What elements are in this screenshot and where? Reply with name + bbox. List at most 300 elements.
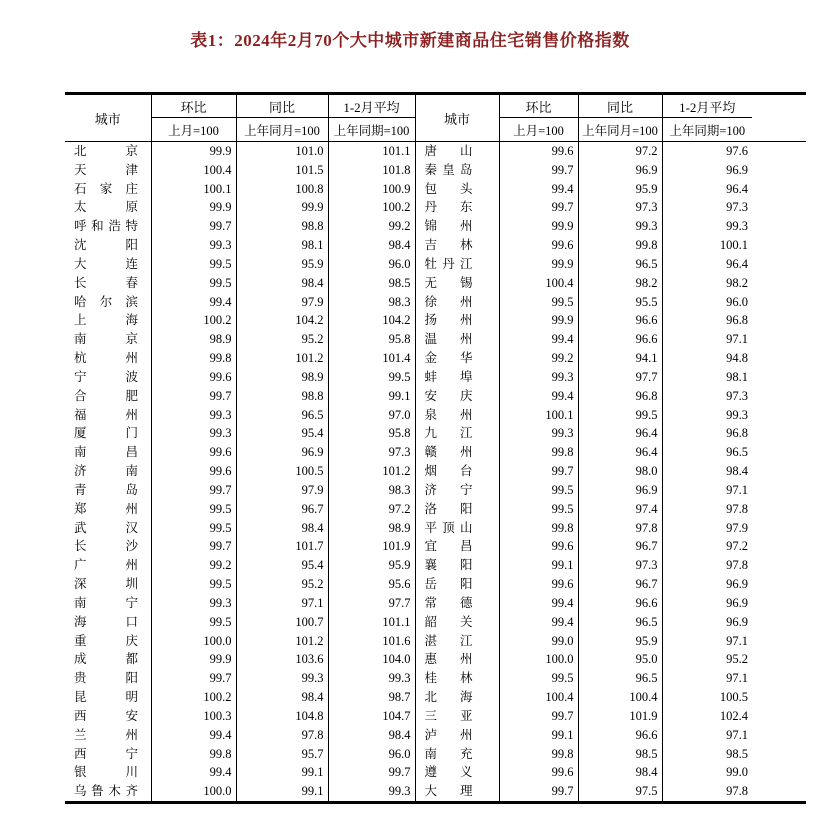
value-cell: 99.5 bbox=[151, 613, 236, 632]
value-cell: 96.9 bbox=[726, 577, 748, 592]
city-cell: 宁 波 bbox=[65, 368, 151, 387]
value-cell: 99.6 bbox=[499, 575, 578, 594]
spacer-cell bbox=[752, 782, 806, 802]
city-cell: 南 宁 bbox=[65, 594, 151, 613]
value-cell: 99.6 bbox=[499, 537, 578, 556]
city-cell: 贵 阳 bbox=[65, 669, 151, 688]
city-cell: 西 安 bbox=[65, 707, 151, 726]
value-cell: 100.4 bbox=[151, 161, 236, 180]
value-cell: 99.7 bbox=[151, 387, 236, 406]
city-cell: 扬 州 bbox=[415, 311, 499, 330]
value-cell: 98.0 bbox=[578, 462, 662, 481]
value-cell: 96.7 bbox=[236, 500, 328, 519]
value-cell: 97.3 bbox=[578, 556, 662, 575]
spacer-cell bbox=[752, 556, 806, 575]
city-cell: 惠 州 bbox=[415, 650, 499, 669]
spacer-cell bbox=[752, 274, 806, 293]
city-cell: 常 德 bbox=[415, 594, 499, 613]
table-row bbox=[65, 311, 806, 330]
value-cell: 99.5 bbox=[328, 368, 415, 387]
value-cell: 98.4 bbox=[236, 519, 328, 538]
table-row bbox=[65, 575, 806, 594]
price-index-table bbox=[65, 92, 806, 804]
city-cell: 南 京 bbox=[65, 330, 151, 349]
table-row bbox=[65, 217, 806, 236]
city-cell: 大 理 bbox=[415, 782, 499, 802]
value-cell: 99.8 bbox=[499, 745, 578, 764]
value-cell: 97.8 bbox=[578, 519, 662, 538]
value-cell: 98.9 bbox=[151, 330, 236, 349]
city-cell: 厦 门 bbox=[65, 424, 151, 443]
value-cell: 95.9 bbox=[328, 556, 415, 575]
city-cell: 呼 和 浩 特 bbox=[65, 217, 151, 236]
value-cell: 96.5 bbox=[236, 406, 328, 425]
city-cell: 武 汉 bbox=[65, 519, 151, 538]
header-avg-base-right: 上年同期=100 bbox=[669, 123, 746, 138]
value-cell: 99.8 bbox=[499, 519, 578, 538]
value-cell: 99.9 bbox=[151, 198, 236, 217]
value-cell: 99.1 bbox=[499, 556, 578, 575]
value-cell: 98.4 bbox=[578, 763, 662, 782]
value-cell: 99.1 bbox=[236, 782, 328, 802]
city-cell: 唐 山 bbox=[415, 142, 499, 161]
header-yoy-base-right: 上年同月=100 bbox=[578, 118, 662, 142]
value-cell: 99.3 bbox=[151, 594, 236, 613]
value-cell: 100.2 bbox=[151, 311, 236, 330]
value-cell: 97.1 bbox=[726, 671, 748, 686]
spacer-cell bbox=[752, 217, 806, 236]
city-cell: 泉 州 bbox=[415, 406, 499, 425]
value-cell: 100.1 bbox=[499, 406, 578, 425]
value-cell: 96.4 bbox=[726, 256, 748, 271]
value-cell: 99.8 bbox=[151, 349, 236, 368]
value-cell: 101.7 bbox=[236, 537, 328, 556]
table-row bbox=[65, 198, 806, 217]
value-cell: 98.1 bbox=[726, 369, 748, 384]
city-cell: 温 州 bbox=[415, 330, 499, 349]
value-cell: 101.1 bbox=[328, 613, 415, 632]
value-cell: 96.9 bbox=[236, 443, 328, 462]
value-cell: 99.1 bbox=[236, 763, 328, 782]
city-cell: 无 锡 bbox=[415, 274, 499, 293]
value-cell: 99.3 bbox=[578, 217, 662, 236]
value-cell: 99.8 bbox=[499, 443, 578, 462]
value-cell: 96.6 bbox=[578, 594, 662, 613]
table-row bbox=[65, 537, 806, 556]
value-cell: 99.4 bbox=[151, 726, 236, 745]
value-cell: 98.3 bbox=[328, 293, 415, 312]
value-cell: 97.1 bbox=[726, 482, 748, 497]
value-cell: 101.8 bbox=[328, 161, 415, 180]
value-cell: 101.2 bbox=[236, 349, 328, 368]
value-cell: 99.3 bbox=[499, 424, 578, 443]
value-cell: 97.5 bbox=[578, 782, 662, 802]
table-row bbox=[65, 726, 806, 745]
value-cell: 97.1 bbox=[726, 727, 748, 742]
table-body bbox=[65, 142, 806, 803]
value-cell: 99.8 bbox=[578, 236, 662, 255]
value-cell: 101.6 bbox=[328, 632, 415, 651]
header-city-left: 城市 bbox=[65, 94, 151, 142]
value-cell: 99.5 bbox=[151, 519, 236, 538]
value-cell: 99.0 bbox=[499, 632, 578, 651]
city-cell: 海 口 bbox=[65, 613, 151, 632]
spacer-cell bbox=[752, 161, 806, 180]
table-row bbox=[65, 556, 806, 575]
value-cell: 96.7 bbox=[578, 575, 662, 594]
value-cell: 99.4 bbox=[151, 763, 236, 782]
header-spacer bbox=[752, 94, 806, 142]
value-cell: 101.2 bbox=[328, 462, 415, 481]
table-row bbox=[65, 387, 806, 406]
value-cell: 96.9 bbox=[726, 614, 748, 629]
city-cell: 平 顶 山 bbox=[415, 519, 499, 538]
value-cell: 99.0 bbox=[726, 765, 748, 780]
value-cell: 99.5 bbox=[499, 481, 578, 500]
city-cell: 石 家 庄 bbox=[65, 180, 151, 199]
city-cell: 洛 阳 bbox=[415, 500, 499, 519]
city-cell: 湛 江 bbox=[415, 632, 499, 651]
value-cell: 96.0 bbox=[726, 294, 748, 309]
value-cell: 99.5 bbox=[499, 669, 578, 688]
value-cell: 96.4 bbox=[578, 424, 662, 443]
value-cell: 100.8 bbox=[236, 180, 328, 199]
value-cell: 99.7 bbox=[499, 198, 578, 217]
value-cell: 99.7 bbox=[499, 161, 578, 180]
value-cell: 99.9 bbox=[236, 198, 328, 217]
value-cell: 99.2 bbox=[328, 217, 415, 236]
header-mom-base-right: 上月=100 bbox=[499, 118, 578, 142]
value-cell: 98.4 bbox=[726, 464, 748, 479]
value-cell: 98.4 bbox=[236, 274, 328, 293]
table-row bbox=[65, 255, 806, 274]
value-cell: 101.5 bbox=[236, 161, 328, 180]
value-cell: 99.3 bbox=[151, 424, 236, 443]
city-cell: 遵 义 bbox=[415, 763, 499, 782]
city-cell: 南 充 bbox=[415, 745, 499, 764]
value-cell: 100.9 bbox=[328, 180, 415, 199]
value-cell: 96.5 bbox=[578, 613, 662, 632]
value-cell: 94.8 bbox=[726, 351, 748, 366]
table-row bbox=[65, 481, 806, 500]
value-cell: 104.8 bbox=[236, 707, 328, 726]
spacer-cell bbox=[752, 330, 806, 349]
spacer-cell bbox=[752, 311, 806, 330]
value-cell: 99.4 bbox=[499, 387, 578, 406]
value-cell: 99.8 bbox=[151, 745, 236, 764]
value-cell: 100.1 bbox=[719, 238, 748, 253]
value-cell: 98.4 bbox=[328, 236, 415, 255]
spacer-cell bbox=[752, 745, 806, 764]
value-cell: 99.3 bbox=[499, 368, 578, 387]
value-cell: 99.6 bbox=[151, 462, 236, 481]
value-cell: 95.4 bbox=[236, 556, 328, 575]
value-cell: 99.3 bbox=[328, 669, 415, 688]
value-cell: 96.6 bbox=[578, 726, 662, 745]
spacer-cell bbox=[752, 443, 806, 462]
value-cell: 99.6 bbox=[151, 368, 236, 387]
value-cell: 103.6 bbox=[236, 650, 328, 669]
value-cell: 99.1 bbox=[499, 726, 578, 745]
spacer-cell bbox=[752, 726, 806, 745]
city-cell: 大 连 bbox=[65, 255, 151, 274]
value-cell: 96.0 bbox=[328, 255, 415, 274]
value-cell: 97.8 bbox=[726, 784, 748, 799]
value-cell: 97.9 bbox=[236, 293, 328, 312]
spacer-cell bbox=[752, 632, 806, 651]
table-row bbox=[65, 180, 806, 199]
value-cell: 97.3 bbox=[328, 443, 415, 462]
city-cell: 宜 昌 bbox=[415, 537, 499, 556]
value-cell: 99.7 bbox=[328, 763, 415, 782]
spacer-cell bbox=[752, 387, 806, 406]
value-cell: 104.7 bbox=[328, 707, 415, 726]
value-cell: 98.5 bbox=[328, 274, 415, 293]
value-cell: 96.6 bbox=[578, 311, 662, 330]
header-mom-base-left: 上月=100 bbox=[151, 118, 236, 142]
value-cell: 99.5 bbox=[151, 500, 236, 519]
value-cell: 100.5 bbox=[236, 462, 328, 481]
header-mom-right: 环比 bbox=[499, 94, 578, 118]
value-cell: 95.2 bbox=[726, 652, 748, 667]
city-cell: 赣 州 bbox=[415, 443, 499, 462]
city-cell: 兰 州 bbox=[65, 726, 151, 745]
value-cell: 99.4 bbox=[499, 594, 578, 613]
value-cell: 101.1 bbox=[328, 142, 415, 161]
table-row bbox=[65, 443, 806, 462]
value-cell: 94.1 bbox=[578, 349, 662, 368]
value-cell: 96.6 bbox=[578, 330, 662, 349]
value-cell: 100.3 bbox=[151, 707, 236, 726]
table-row bbox=[65, 500, 806, 519]
value-cell: 98.2 bbox=[726, 275, 748, 290]
spacer-cell bbox=[752, 500, 806, 519]
value-cell: 96.9 bbox=[726, 162, 748, 177]
value-cell: 101.2 bbox=[236, 632, 328, 651]
value-cell: 99.7 bbox=[151, 669, 236, 688]
value-cell: 104.2 bbox=[236, 311, 328, 330]
city-cell: 郑 州 bbox=[65, 500, 151, 519]
value-cell: 99.1 bbox=[328, 387, 415, 406]
city-cell: 丹 东 bbox=[415, 198, 499, 217]
value-cell: 100.4 bbox=[499, 274, 578, 293]
city-cell: 天 津 bbox=[65, 161, 151, 180]
city-cell: 蚌 埠 bbox=[415, 368, 499, 387]
value-cell: 95.9 bbox=[578, 632, 662, 651]
city-cell: 合 肥 bbox=[65, 387, 151, 406]
value-cell: 96.5 bbox=[726, 445, 748, 460]
city-cell: 北 京 bbox=[65, 142, 151, 161]
value-cell: 100.4 bbox=[578, 688, 662, 707]
value-cell: 99.6 bbox=[499, 763, 578, 782]
city-cell: 锦 州 bbox=[415, 217, 499, 236]
value-cell: 98.4 bbox=[328, 726, 415, 745]
value-cell: 97.2 bbox=[578, 142, 662, 161]
city-cell: 牡 丹 江 bbox=[415, 255, 499, 274]
value-cell: 100.0 bbox=[499, 650, 578, 669]
city-cell: 长 沙 bbox=[65, 537, 151, 556]
value-cell: 98.5 bbox=[578, 745, 662, 764]
value-cell: 99.3 bbox=[236, 669, 328, 688]
table-row bbox=[65, 782, 806, 802]
city-cell: 吉 林 bbox=[415, 236, 499, 255]
spacer-cell bbox=[752, 462, 806, 481]
city-cell: 济 南 bbox=[65, 462, 151, 481]
value-cell: 98.5 bbox=[726, 746, 748, 761]
value-cell: 99.5 bbox=[499, 293, 578, 312]
value-cell: 97.3 bbox=[726, 200, 748, 215]
spacer-cell bbox=[752, 424, 806, 443]
spacer-cell bbox=[752, 481, 806, 500]
city-cell: 西 宁 bbox=[65, 745, 151, 764]
table-row bbox=[65, 161, 806, 180]
city-cell: 秦 皇 岛 bbox=[415, 161, 499, 180]
value-cell: 99.7 bbox=[151, 217, 236, 236]
value-cell: 98.9 bbox=[236, 368, 328, 387]
value-cell: 99.6 bbox=[151, 443, 236, 462]
value-cell: 99.5 bbox=[499, 500, 578, 519]
table-header bbox=[65, 94, 806, 142]
value-cell: 96.9 bbox=[578, 161, 662, 180]
spacer-cell bbox=[752, 594, 806, 613]
value-cell: 96.5 bbox=[578, 669, 662, 688]
city-cell: 青 岛 bbox=[65, 481, 151, 500]
table-row bbox=[65, 424, 806, 443]
value-cell: 99.9 bbox=[499, 217, 578, 236]
city-cell: 沈 阳 bbox=[65, 236, 151, 255]
value-cell: 99.9 bbox=[151, 650, 236, 669]
spacer-cell bbox=[752, 669, 806, 688]
value-cell: 99.5 bbox=[578, 406, 662, 425]
table-row bbox=[65, 669, 806, 688]
spacer-cell bbox=[752, 180, 806, 199]
table-row bbox=[65, 650, 806, 669]
value-cell: 99.3 bbox=[726, 407, 748, 422]
value-cell: 95.8 bbox=[328, 424, 415, 443]
city-cell: 北 海 bbox=[415, 688, 499, 707]
value-cell: 98.3 bbox=[328, 481, 415, 500]
value-cell: 96.0 bbox=[328, 745, 415, 764]
value-cell: 99.7 bbox=[151, 537, 236, 556]
value-cell: 97.1 bbox=[726, 633, 748, 648]
value-cell: 98.4 bbox=[236, 688, 328, 707]
spacer-cell bbox=[752, 236, 806, 255]
value-cell: 99.2 bbox=[499, 349, 578, 368]
value-cell: 96.4 bbox=[726, 181, 748, 196]
header-avg-right: 1-2月平均 bbox=[662, 94, 752, 118]
value-cell: 100.0 bbox=[151, 782, 236, 802]
city-cell: 金 华 bbox=[415, 349, 499, 368]
value-cell: 97.8 bbox=[726, 558, 748, 573]
value-cell: 99.7 bbox=[499, 707, 578, 726]
value-cell: 97.2 bbox=[328, 500, 415, 519]
value-cell: 99.5 bbox=[151, 255, 236, 274]
value-cell: 95.5 bbox=[578, 293, 662, 312]
value-cell: 95.9 bbox=[578, 180, 662, 199]
value-cell: 95.2 bbox=[236, 575, 328, 594]
value-cell: 99.4 bbox=[151, 293, 236, 312]
table-row bbox=[65, 632, 806, 651]
value-cell: 99.5 bbox=[151, 575, 236, 594]
value-cell: 97.8 bbox=[236, 726, 328, 745]
city-cell: 昆 明 bbox=[65, 688, 151, 707]
value-cell: 97.7 bbox=[578, 368, 662, 387]
city-cell: 杭 州 bbox=[65, 349, 151, 368]
spacer-cell bbox=[752, 537, 806, 556]
city-cell: 济 宁 bbox=[415, 481, 499, 500]
spacer-cell bbox=[752, 575, 806, 594]
value-cell: 98.2 bbox=[578, 274, 662, 293]
city-cell: 重 庆 bbox=[65, 632, 151, 651]
value-cell: 100.4 bbox=[499, 688, 578, 707]
spacer-cell bbox=[752, 406, 806, 425]
spacer-cell bbox=[752, 763, 806, 782]
city-cell: 福 州 bbox=[65, 406, 151, 425]
value-cell: 96.4 bbox=[578, 443, 662, 462]
value-cell: 100.2 bbox=[328, 198, 415, 217]
table-row bbox=[65, 519, 806, 538]
value-cell: 97.4 bbox=[578, 500, 662, 519]
value-cell: 95.6 bbox=[328, 575, 415, 594]
value-cell: 97.0 bbox=[328, 406, 415, 425]
value-cell: 99.9 bbox=[499, 311, 578, 330]
spacer-cell bbox=[752, 198, 806, 217]
city-cell: 安 庆 bbox=[415, 387, 499, 406]
value-cell: 97.2 bbox=[726, 539, 748, 554]
city-cell: 三 亚 bbox=[415, 707, 499, 726]
city-cell: 成 都 bbox=[65, 650, 151, 669]
table-row bbox=[65, 763, 806, 782]
spacer-cell bbox=[752, 613, 806, 632]
city-cell: 桂 林 bbox=[415, 669, 499, 688]
value-cell: 98.1 bbox=[236, 236, 328, 255]
table-row bbox=[65, 293, 806, 312]
value-cell: 96.8 bbox=[726, 426, 748, 441]
value-cell: 104.2 bbox=[328, 311, 415, 330]
city-cell: 哈 尔 滨 bbox=[65, 293, 151, 312]
header-mom-left: 环比 bbox=[151, 94, 236, 118]
value-cell: 101.4 bbox=[328, 349, 415, 368]
city-cell: 乌 鲁 木 齐 bbox=[65, 782, 151, 802]
table-row bbox=[65, 236, 806, 255]
value-cell: 104.0 bbox=[328, 650, 415, 669]
value-cell: 95.4 bbox=[236, 424, 328, 443]
value-cell: 99.3 bbox=[151, 236, 236, 255]
value-cell: 97.7 bbox=[328, 594, 415, 613]
spacer-cell bbox=[752, 349, 806, 368]
value-cell: 96.5 bbox=[578, 255, 662, 274]
spacer-cell bbox=[752, 519, 806, 538]
spacer-cell bbox=[752, 688, 806, 707]
value-cell: 96.9 bbox=[578, 481, 662, 500]
table-row bbox=[65, 406, 806, 425]
header-yoy-right: 同比 bbox=[578, 94, 662, 118]
value-cell: 99.4 bbox=[499, 330, 578, 349]
value-cell: 95.8 bbox=[328, 330, 415, 349]
table-row bbox=[65, 707, 806, 726]
value-cell: 99.5 bbox=[151, 274, 236, 293]
value-cell: 99.3 bbox=[328, 782, 415, 802]
city-cell: 襄 阳 bbox=[415, 556, 499, 575]
value-cell: 100.1 bbox=[151, 180, 236, 199]
city-cell: 上 海 bbox=[65, 311, 151, 330]
value-cell: 99.6 bbox=[499, 236, 578, 255]
value-cell: 97.1 bbox=[236, 594, 328, 613]
value-cell: 98.8 bbox=[236, 387, 328, 406]
city-cell: 泸 州 bbox=[415, 726, 499, 745]
value-cell: 99.9 bbox=[151, 142, 236, 161]
value-cell: 100.0 bbox=[151, 632, 236, 651]
